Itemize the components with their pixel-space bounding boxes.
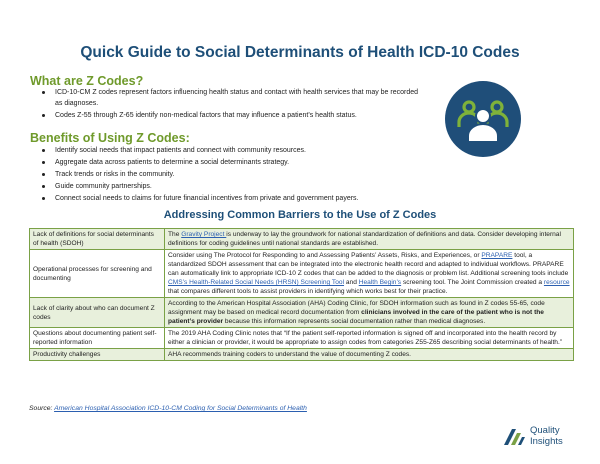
list-item: Identify social needs that impact patients and connect with community resources. <box>40 145 422 156</box>
benefits-heading: Benefits of Using Z Codes: <box>30 131 190 145</box>
quality-insights-logo <box>502 425 592 455</box>
page-title: Quick Guide to Social Determinants of Health ICD-10 Codes <box>80 44 520 61</box>
text-run: screening tool. The Joint Commission created a <box>401 279 544 286</box>
quality-insights-logo-mark-icon <box>502 425 526 449</box>
list-item: Codes Z-55 through Z-65 identify non-medical factors that may influence a patient’s health status. <box>40 110 422 121</box>
barrier-cell: Operational processes for screening and documenting <box>30 250 165 298</box>
health-begins-link[interactable]: Health Begin’s <box>358 279 402 286</box>
source-link[interactable]: American Hospital Association ICD-10-CM Coding for Social Determinants of Health <box>54 405 307 412</box>
logo-text <box>530 426 563 447</box>
approach-cell: The 2019 AHA Coding Clinic notes that “If the patient self-reported information is signed off and incorporated into the health record by either a clinician or provider, it would be appropriate to assign codes from categories Z55-Z65 describing social determinants of health.” <box>165 328 574 349</box>
text-run: The <box>168 231 182 238</box>
what-heading: What are Z Codes? <box>30 74 144 88</box>
text-run: that compares different tools to assist providers in identifying which works best for their practice. <box>168 288 448 295</box>
text-run: and <box>344 279 359 286</box>
list-item: Guide community partnerships. <box>40 181 422 192</box>
text-run: tool, a standardized SDOH assessment that can be integrated into the electronic health record and adapted to individual workflows. PRAPARE can automatically link to appropriate ICD-10 Z codes that can be added to the diagnosis or problem list. Additional screening tools include <box>168 252 569 277</box>
gravity-project-link[interactable]: Gravity Project <box>181 231 227 238</box>
barrier-cell: Productivity challenges <box>30 349 165 361</box>
resource-link[interactable]: resource <box>543 279 570 286</box>
list-item: Connect social needs to claims for future financial incentives from private and government payers. <box>40 193 422 204</box>
source-note <box>29 405 307 412</box>
group-people-icon <box>444 80 522 158</box>
prapare-link[interactable]: PRAPARE <box>481 252 513 259</box>
approach-cell: AHA recommends training coders to understand the value of documenting Z codes. <box>165 349 574 361</box>
what-list <box>40 87 422 122</box>
approach-cell <box>165 250 574 298</box>
barrier-cell: Lack of definitions for social determinants of health (SDOH) <box>30 229 165 250</box>
barriers-heading: Addressing Common Barriers to the Use of Z Codes <box>163 209 437 221</box>
benefits-list <box>40 145 422 205</box>
list-item: Aggregate data across patients to determine a social determinants strategy. <box>40 157 422 168</box>
approach-cell <box>165 298 574 328</box>
logo-line-1: Quality <box>530 425 560 436</box>
logo-line-2: Insights <box>530 435 563 447</box>
hrsn-screening-tool-link[interactable]: CMS’s Health-Related Social Needs (HRSN) Screening Tool <box>168 279 345 286</box>
list-item: ICD-10-CM Z codes represent factors influencing health status and contact with health services that may be recorded as diagnoses. <box>40 87 422 109</box>
source-label: Source: <box>29 405 55 412</box>
barrier-cell: Questions about documenting patient self-reported information <box>30 328 165 349</box>
text-run: because this information represents social documentation rather than medical diagnoses. <box>223 318 486 325</box>
barrier-cell: Lack of clarity about who can document Z codes <box>30 298 165 328</box>
text-run: Consider using The Protocol for Responding to and Assessing Patients’ Assets, Risks, and Experiences, or <box>168 252 482 259</box>
bold-text-run: clinicians involved in the care of the patient who is not the patient’s provider <box>168 309 544 325</box>
table-row <box>30 250 574 298</box>
text-run: is underway to lay the groundwork for national standardization of definitions and data. Consider developing internal definitions for coding guidelines until national standards are established. <box>168 231 561 247</box>
approach-cell <box>165 229 574 250</box>
list-item: Track trends or risks in the community. <box>40 169 422 180</box>
table-row <box>30 229 574 250</box>
table-row <box>30 349 574 361</box>
table-row <box>30 328 574 349</box>
table-row <box>30 298 574 328</box>
barriers-table <box>29 228 574 361</box>
text-run: According to the American Hospital Association (AHA) Coding Clinic, for SDOH information such as found in Z codes 55-65, code assignment may be based on medical record documentation from <box>168 300 545 316</box>
